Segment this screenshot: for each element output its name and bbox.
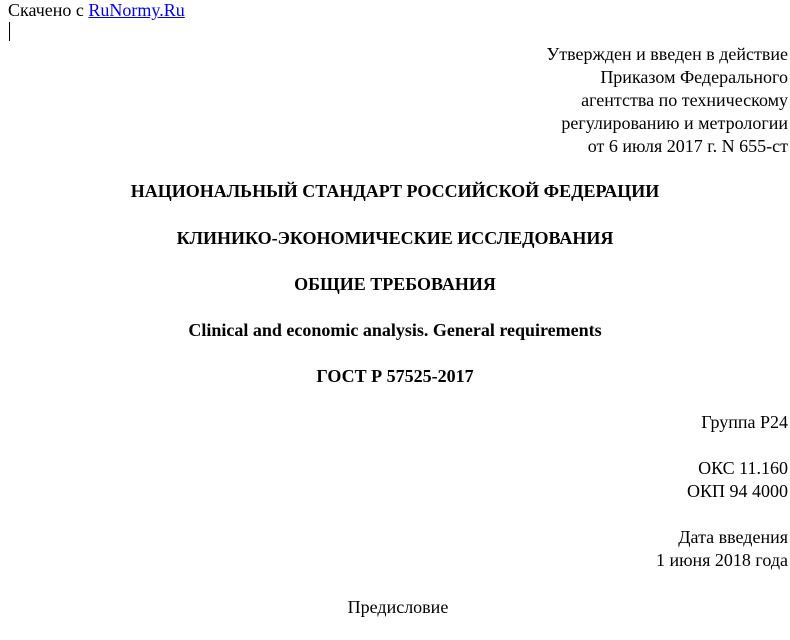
approval-line: регулированию и метрологии	[561, 113, 788, 133]
standard-designation: ГОСТ Р 57525-2017	[316, 366, 474, 386]
approval-line: агентства по техническому	[581, 90, 788, 110]
oks-code: ОКС 11.160	[698, 458, 788, 478]
introduction-date: 1 июня 2018 года	[655, 550, 788, 570]
source-line	[8, 0, 185, 20]
introduction-label: Дата введения	[678, 527, 788, 547]
approval-line: от 6 июля 2017 г. N 655-ст	[587, 136, 788, 156]
approval-block	[546, 43, 788, 158]
document-subtitle: ОБЩИЕ ТРЕБОВАНИЯ	[294, 274, 496, 294]
approval-line: Утвержден и введен в действие	[546, 44, 788, 64]
okp-code: ОКП 94 4000	[686, 481, 788, 501]
source-prefix: Скачено с	[8, 0, 89, 20]
preface-heading: Предисловие	[347, 597, 449, 617]
introduction-date-block	[656, 526, 788, 572]
source-link[interactable]: RuNormy.Ru	[88, 0, 185, 20]
text-cursor	[9, 22, 10, 41]
document-title: КЛИНИКО-ЭКОНОМИЧЕСКИЕ ИССЛЕДОВАНИЯ	[176, 228, 614, 248]
english-title: Clinical and economic analysis. General requirements	[188, 320, 602, 340]
group-code: Группа Р24	[701, 412, 788, 432]
classification-codes	[687, 457, 788, 503]
standard-type-heading: НАЦИОНАЛЬНЫЙ СТАНДАРТ РОССИЙСКОЙ ФЕДЕРАЦИИ	[130, 181, 660, 201]
approval-line: Приказом Федерального	[600, 67, 788, 87]
